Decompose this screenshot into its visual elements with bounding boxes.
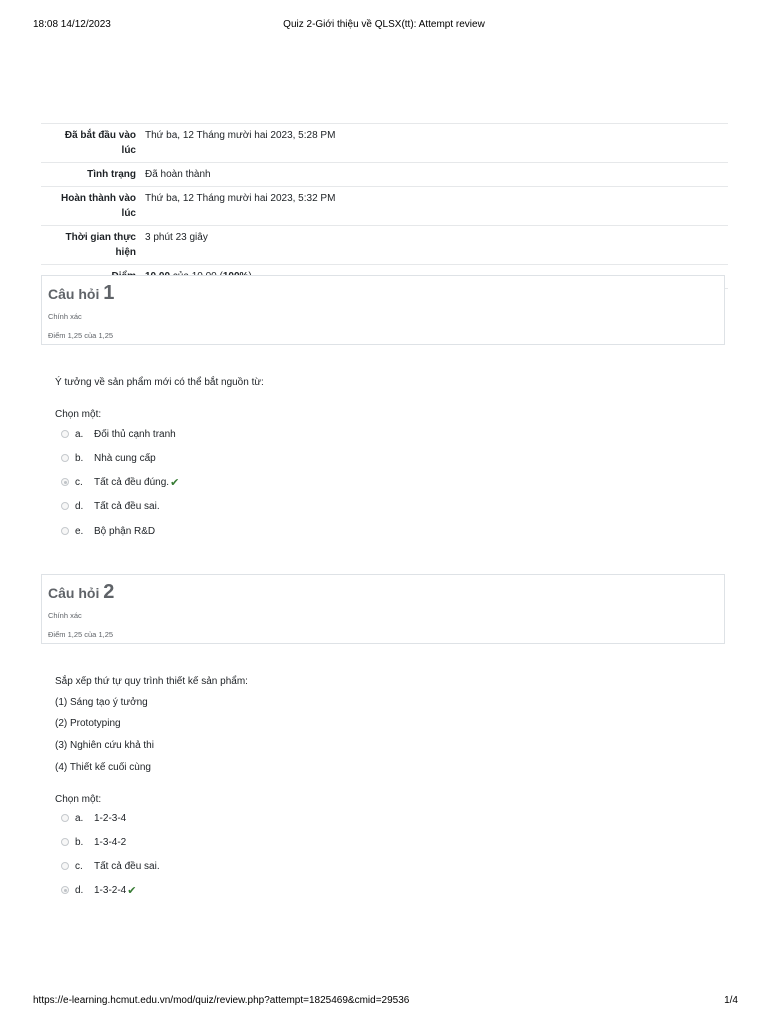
summary-row-started	[41, 124, 728, 163]
question-info-box	[41, 275, 725, 345]
answer-option[interactable]: a. 1-2-3-4	[61, 811, 126, 825]
summary-label: Đã bắt đầu vào lúc	[64, 130, 136, 156]
summary-row-duration	[41, 226, 728, 265]
answer-option[interactable]: b. 1-3-4-2	[61, 835, 126, 849]
answer-text: Tất cả đều đúng.	[94, 476, 170, 488]
answer-text: Tất cả đều sai.	[94, 500, 160, 512]
answer-text: Nhà cung cấp	[94, 452, 156, 464]
question-text-line: (3) Nghiên cứu khả thi	[55, 740, 154, 751]
question-number: Câu hỏi 1	[48, 282, 115, 304]
check-icon: ✔	[170, 476, 180, 489]
question-text-line: (2) Prototyping	[55, 718, 121, 729]
question-grade: Điểm 1,25 của 1,25	[48, 630, 114, 639]
print-page-title: Quiz 2-Giới thiệu về QLSX(tt): Attempt review	[283, 19, 485, 30]
answer-option[interactable]: e. Bộ phận R&D	[61, 524, 155, 538]
answer-prompt: Chọn một:	[55, 794, 102, 805]
summary-value: Đã hoàn thành	[140, 163, 728, 187]
radio-icon[interactable]	[61, 814, 69, 822]
print-timestamp: 18:08 14/12/2023	[33, 19, 111, 30]
page-number: 1/4	[724, 995, 738, 1006]
question-number: Câu hỏi 2	[48, 581, 115, 603]
answer-text: 1-2-3-4	[94, 812, 127, 824]
answer-option[interactable]: b. Nhà cung cấp	[61, 451, 156, 465]
summary-label: Hoàn thành vào lúc	[60, 193, 136, 219]
answer-text: Tất cả đều sai.	[94, 860, 160, 872]
summary-value: Thứ ba, 12 Tháng mười hai 2023, 5:28 PM	[140, 124, 728, 163]
radio-icon[interactable]	[61, 862, 69, 870]
answer-option[interactable]: a. Đối thủ cạnh tranh	[61, 427, 176, 441]
question-text-line: (1) Sáng tạo ý tưởng	[55, 697, 148, 708]
question-info-box	[41, 574, 725, 644]
radio-icon[interactable]	[61, 430, 69, 438]
answer-option[interactable]: d. Tất cả đều sai.	[61, 499, 160, 513]
radio-icon[interactable]	[61, 502, 69, 510]
attempt-summary-table	[41, 123, 728, 289]
answer-text: Bộ phận R&D	[94, 525, 156, 537]
answer-option-selected[interactable]: d. 1-3-2-4 ✔	[61, 883, 136, 897]
question-text: Sắp xếp thứ tự quy trình thiết kế sản phẩm:	[55, 676, 248, 687]
summary-row-state	[41, 163, 728, 187]
print-header	[0, 19, 768, 33]
question-grade: Điểm 1,25 của 1,25	[48, 331, 114, 340]
answer-text: 1-3-4-2	[94, 836, 127, 848]
summary-row-completed	[41, 187, 728, 226]
radio-icon[interactable]	[61, 478, 69, 486]
question-state: Chính xác	[48, 611, 82, 620]
answer-text: 1-3-2-4	[94, 884, 127, 896]
summary-value: 3 phút 23 giây	[140, 226, 728, 265]
answer-text: Đối thủ cạnh tranh	[94, 428, 176, 440]
question-text: Ý tưởng về sản phẩm mới có thể bắt nguồn từ:	[55, 377, 264, 388]
summary-label: Thời gian thực hiện	[65, 232, 136, 258]
question-state: Chính xác	[48, 312, 82, 321]
check-icon: ✔	[127, 884, 137, 897]
radio-icon[interactable]	[61, 838, 69, 846]
print-footer	[0, 995, 768, 1009]
radio-icon[interactable]	[61, 886, 69, 894]
summary-value: Thứ ba, 12 Tháng mười hai 2023, 5:32 PM	[140, 187, 728, 226]
page-url: https://e-learning.hcmut.edu.vn/mod/quiz/review.php?attempt=1825469&cmid=29536	[33, 995, 410, 1006]
radio-icon[interactable]	[61, 454, 69, 462]
summary-label: Tình trạng	[87, 169, 136, 180]
question-text-line: (4) Thiết kế cuối cùng	[55, 762, 151, 773]
answer-prompt: Chọn một:	[55, 409, 102, 420]
answer-option[interactable]: c. Tất cả đều sai.	[61, 859, 160, 873]
radio-icon[interactable]	[61, 527, 69, 535]
answer-option-selected[interactable]: c. Tất cả đều đúng. ✔	[61, 475, 179, 489]
